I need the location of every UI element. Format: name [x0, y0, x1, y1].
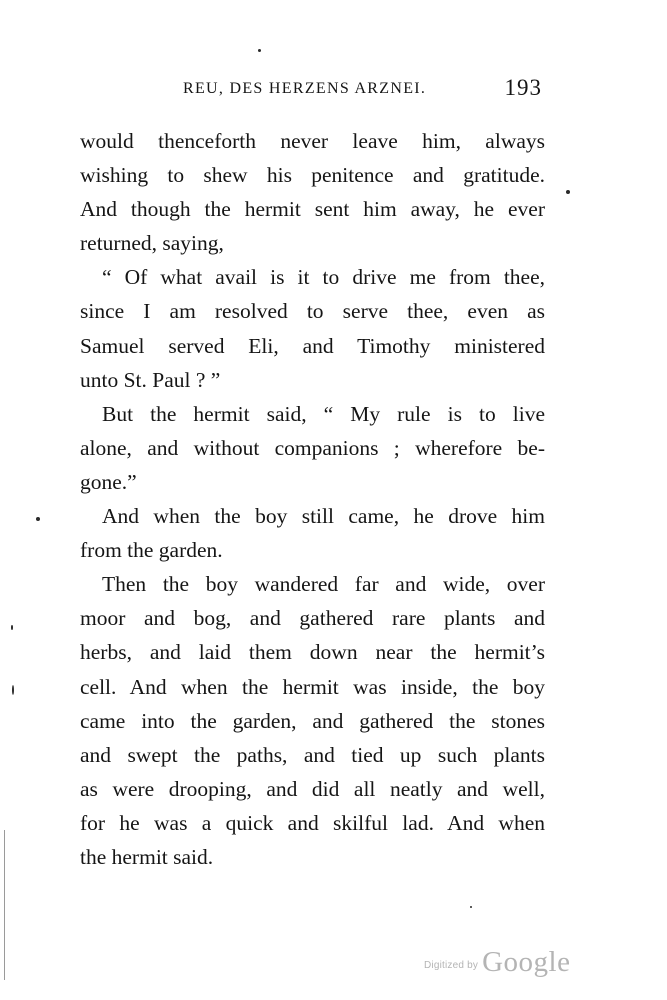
text-line: and swept the paths, and tied up such plants — [80, 742, 545, 767]
text-line: gone.” — [80, 469, 137, 494]
body-text — [80, 124, 545, 874]
text-line: came into the garden, and gathered the stones — [80, 708, 545, 733]
scan-speck — [36, 517, 40, 521]
text-line: Then the boy wandered far and wide, over — [102, 572, 545, 597]
watermark-logo: Google — [482, 946, 571, 978]
text-line: moor and bog, and gathered rare plants and — [80, 606, 545, 631]
page-number: 193 — [504, 75, 542, 100]
text-line: And though the hermit sent him away, he ever — [80, 197, 545, 222]
text-line: unto St. Paul ? ” — [80, 367, 221, 392]
text-line: returned, saying, — [80, 231, 224, 256]
scan-speck — [12, 685, 14, 695]
scan-speck — [258, 49, 261, 52]
text-line: from the garden. — [80, 538, 223, 563]
text-line: since I am resolved to serve thee, even as — [80, 299, 545, 324]
page-edge-line — [4, 830, 5, 980]
text-line: And when the boy still came, he drove him — [102, 504, 545, 529]
text-line: wishing to shew his penitence and gratitude. — [80, 163, 545, 188]
scan-speck — [566, 190, 570, 194]
watermark-prefix: Digitized by — [424, 960, 479, 971]
text-line: cell. And when the hermit was inside, the boy — [80, 674, 545, 699]
text-line: “ Of what avail is it to drive me from thee, — [102, 265, 545, 290]
text-line: Samuel served Eli, and Timothy ministered — [80, 333, 545, 358]
text-line: as were drooping, and did all neatly and well, — [80, 776, 545, 801]
running-head — [80, 76, 548, 102]
text-line: the hermit said. — [80, 844, 214, 869]
text-line: for he was a quick and skilful lad. And when — [80, 810, 545, 835]
text-line: herbs, and laid them down near the hermit’s — [80, 640, 545, 665]
running-title: REU, DES HERZENS ARZNEI. — [183, 80, 427, 97]
text-line: But the hermit said, “ My rule is to live — [102, 401, 545, 426]
text-line: would thenceforth never leave him, always — [80, 129, 545, 153]
scan-speck — [470, 906, 472, 908]
digitized-watermark — [424, 946, 570, 979]
scan-speck — [11, 625, 13, 630]
text-line: alone, and without companions ; wherefore be- — [80, 435, 545, 460]
